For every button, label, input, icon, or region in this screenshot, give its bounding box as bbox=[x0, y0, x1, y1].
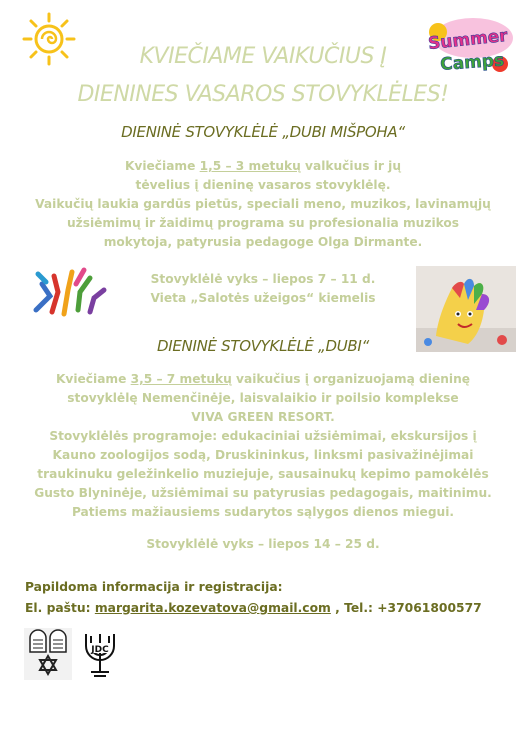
camp2-dates: Stovyklėlė vyks – liepos 14 – 25 d. bbox=[146, 537, 380, 551]
camp2-intro-before: Kviečiame bbox=[55, 372, 131, 386]
camp1-line: Vaikučių laukia gardūs pietūs, speciali meno, muzikos, lavinamųjų bbox=[35, 197, 491, 211]
camp2-line: stovyklėlę Nemenčinėje, laisvalaikio ir poilsio komplekse bbox=[67, 391, 459, 405]
camp1-description bbox=[0, 157, 526, 252]
camp1-line: užsiėmimų ir žaidimų programa su profesionalia muzikos bbox=[66, 216, 460, 230]
camp1-place: Vieta „Salotės užeigos“ kiemelis bbox=[150, 291, 376, 305]
contact-block bbox=[25, 577, 482, 619]
jdc-menorah-logo bbox=[80, 628, 120, 680]
contact-heading: Papildoma informacija ir registracija: bbox=[25, 580, 283, 594]
main-title-line-2: DIENINES VASAROS STOVYKLĖLES! bbox=[77, 82, 449, 107]
hands-image bbox=[28, 262, 108, 320]
camp1-intro-before: Kviečiame bbox=[124, 159, 200, 173]
camp2-intro-after: vaikučius į organizuojamą dieninę bbox=[231, 372, 471, 386]
contact-line bbox=[25, 598, 482, 619]
svg-text:Summer: Summer bbox=[427, 25, 509, 55]
main-title-line-1: KVIEČIAME VAIKUČIUS Į bbox=[139, 44, 387, 69]
jdc-logo-text: JDC bbox=[91, 645, 109, 655]
email-label: El. paštu: bbox=[25, 601, 95, 615]
camp2-intro-line bbox=[0, 370, 526, 389]
camp1-line: tėvelius į dieninę vasaros stovyklėlę. bbox=[135, 178, 391, 192]
camp1-intro-after: valkučius ir jų bbox=[300, 159, 402, 173]
phone-number: , Tel.: +37061800577 bbox=[330, 601, 482, 615]
email-link[interactable]: margarita.kozevatova@gmail.com bbox=[94, 601, 331, 615]
camp2-line: traukinuku geležinkelio muziejuje, sausainukų kepimo pamokėlės bbox=[37, 467, 489, 481]
camp2-line: Patiems mažiausiems sudarytos sąlygos dienos miegui. bbox=[71, 505, 455, 519]
camp2-age: 3,5 – 7 metukų bbox=[130, 372, 232, 386]
svg-text:Camps: Camps bbox=[439, 50, 505, 75]
camp2-heading: DIENINĖ STOVYKLĖLĖ „DUBI“ bbox=[156, 337, 370, 355]
tablets-star-logo bbox=[24, 628, 72, 680]
camp1-line: mokytoja, patyrusia pedagoge Olga Dirmante. bbox=[103, 235, 423, 249]
camp2-line: Kauno zoologijos sodą, Druskininkus, linksmi pasivažinėjimai bbox=[52, 448, 474, 462]
camp1-intro-line bbox=[0, 157, 526, 176]
camp2-line: Gusto Blyninėje, užsiėmimai su patyrusias pedagogais, maitinimu. bbox=[34, 486, 492, 500]
camp1-heading: DIENINĖ STOVYKLĖLĖ „DUBI MIŠPOHA“ bbox=[121, 123, 405, 141]
camp1-dates: Stovyklėlė vyks – liepos 7 – 11 d. bbox=[150, 272, 376, 286]
camp2-description bbox=[0, 370, 526, 522]
camp1-age: 1,5 – 3 metukų bbox=[199, 159, 301, 173]
camp2-line: Stovyklėlės programoje: edukaciniai užsiėmimai, ekskursijos į bbox=[49, 429, 477, 443]
camp2-line: VIVA GREEN RESORT. bbox=[191, 410, 335, 424]
